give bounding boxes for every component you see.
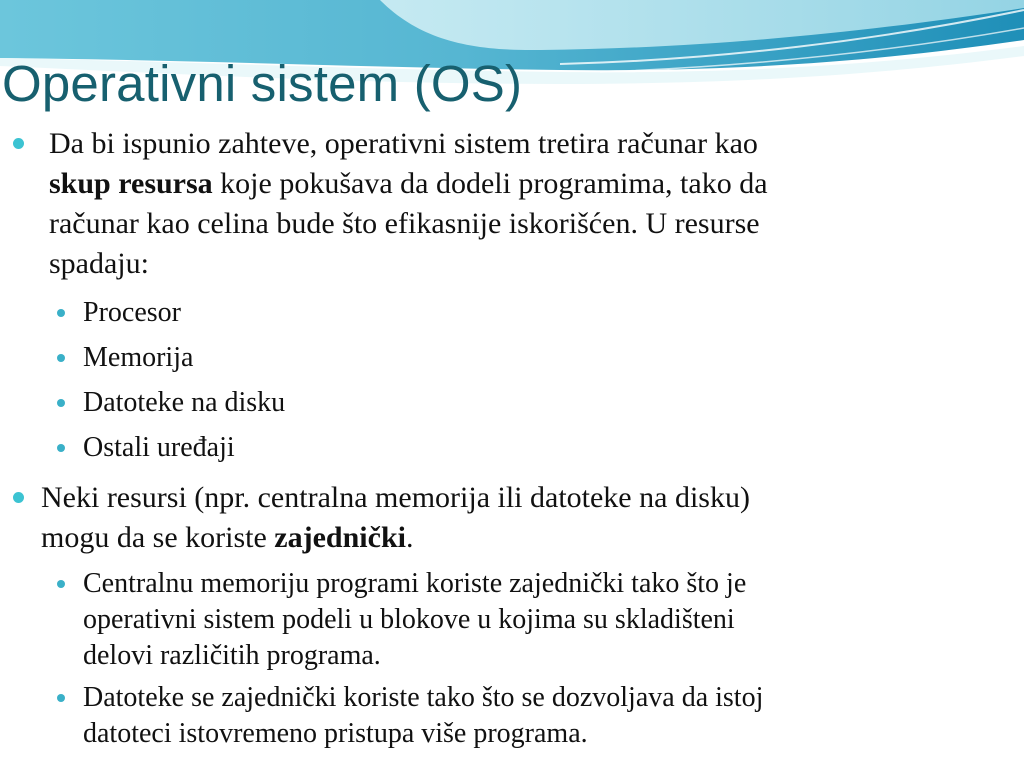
text-run: koje pokušava da dodeli programima, tako da (212, 167, 768, 200)
slide-body (0, 124, 1024, 752)
sub-bullet-item (0, 566, 1024, 674)
sub-bullet-item (0, 380, 1024, 425)
sub-bullet-item (0, 335, 1024, 380)
sub-bullet-text (0, 680, 1024, 752)
bullet-dot-icon (57, 444, 65, 452)
bullet-dot-icon (57, 580, 65, 588)
bullet-line (41, 518, 1024, 558)
bullet-line (49, 164, 1024, 204)
bullet-line: Datoteke se zajednički koriste tako što se dozvoljava da istoj (83, 682, 764, 713)
bold-text: skup resursa (49, 167, 213, 200)
text-run: Da bi ispunio zahteve, operativni sistem tretira računar kao (49, 127, 758, 160)
sub-bullet-text (0, 566, 1024, 674)
bullet-line: računar kao celina bude što efikasnije iskorišćen. U resurse (49, 207, 760, 240)
sub-bullet-text: Memorija (83, 342, 194, 373)
bullet-line: operativni sistem podeli u blokove u kojima su skladišteni (83, 604, 735, 635)
bullet-text (0, 124, 1024, 284)
sub-bullet-text: Datoteke na disku (83, 387, 286, 418)
slide-title: Operativni sistem (OS) (2, 55, 523, 112)
bullet-dot-icon (57, 399, 65, 407)
sub-bullet-item (0, 290, 1024, 335)
bullet-line: delovi različitih programa. (83, 640, 381, 671)
bullet-dot-icon (13, 492, 24, 503)
text-run: . (405, 521, 414, 554)
sub-bullet-item (0, 425, 1024, 470)
text-run: mogu da se koriste (41, 521, 275, 554)
sub-bullet-text: Ostali uređaji (83, 432, 235, 463)
bullet-dot-icon (13, 138, 24, 149)
bullet-line: datoteci istovremeno pristupa više programa. (83, 718, 588, 749)
bullet-dot-icon (57, 694, 65, 702)
bullet-dot-icon (57, 354, 65, 362)
bullet-line: spadaju: (49, 247, 149, 280)
bullet-item-resources (0, 124, 1024, 284)
sub-bullet-text: Procesor (83, 297, 181, 328)
bullet-line: Neki resursi (npr. centralna memorija ili datoteke na disku) (41, 481, 750, 514)
bullet-text (0, 478, 1024, 558)
bullet-line: Centralnu memoriju programi koriste zajednički tako što je (83, 568, 747, 599)
bullet-line (49, 124, 1024, 164)
bold-text: zajednički (274, 521, 406, 554)
sub-bullet-item (0, 680, 1024, 752)
bullet-item-shared-resources (0, 478, 1024, 558)
bullet-dot-icon (57, 309, 65, 317)
